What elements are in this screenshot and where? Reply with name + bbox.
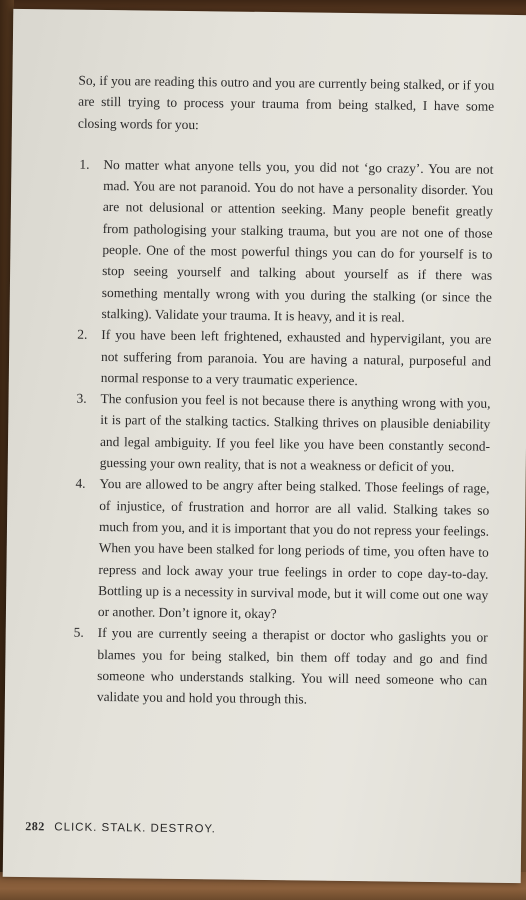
list-item [71, 622, 488, 712]
list-item-text: You are allowed to be angry after being stalked. Those feelings of rage, of injustice, of frustration and horror are all valid. Stalking takes so much from you, and it is important that you do not repress your feelings. When you have been stalked for long periods of time, you often have to repress and lock away your true feelings in order to cope day-to-day. Bottling up is a necessity in survival mode, but it will come out one way or another. Don’t ignore it, okay? [97, 476, 490, 622]
running-head: CLICK. STALK. DESTROY. [54, 821, 216, 836]
intro-paragraph: So, if you are reading this outro and you are currently being stalked, or if you are still trying to process your trauma from being stalked, I have some closing words for you: [77, 72, 495, 132]
list-item-number: 3. [76, 390, 87, 406]
list-item [74, 388, 491, 478]
list-item-number: 5. [73, 625, 84, 641]
closing-points-list [71, 154, 494, 713]
page-footer [25, 819, 216, 836]
list-item [75, 154, 493, 329]
list-item-text: If you have been left frightened, exhausted and hypervigilant, you are not suffering from paranoia. You are having a natural, purposeful and normal response to a very traumatic experience. [100, 327, 492, 388]
list-item-number: 2. [77, 326, 88, 343]
book-page [3, 9, 526, 883]
list-item-number: 4. [75, 476, 86, 492]
list-item-text: If you are currently seeing a therapist or doctor who gaslights you or blames you for being stalked, bin them off today and go and find someone who understands stalking. You will need someone who can validate you and hold you through this. [96, 625, 488, 707]
list-item-text: The confusion you feel is not because there is anything wrong with you, it is part of the stalking tactics. Stalking thrives on plausible deniability and legal ambiguity. If you feel like you have been constantly second-guessing your own reality, that is not a weakness or deficit of you. [99, 391, 491, 475]
list-item [72, 473, 490, 627]
list-item-text: No matter what anyone tells you, you did not ‘go crazy’. You are not mad. You are not paranoid. You do not have a personality disorder. You are not delusional or attention seeking. Many people benefit greatly from pathologising your stalking trauma, but you are not one of those people. One of the most powerful things you can do for yourself is to stop seeing yourself and talking about yourself as if there was something mentally wrong with you during the stalking (or since the stalking). Validate your trauma. It is heavy, and it is real. [101, 156, 494, 325]
page-number: 282 [25, 819, 45, 834]
list-item [75, 324, 492, 393]
list-item-number: 1. [79, 156, 90, 172]
page-body [71, 70, 495, 713]
